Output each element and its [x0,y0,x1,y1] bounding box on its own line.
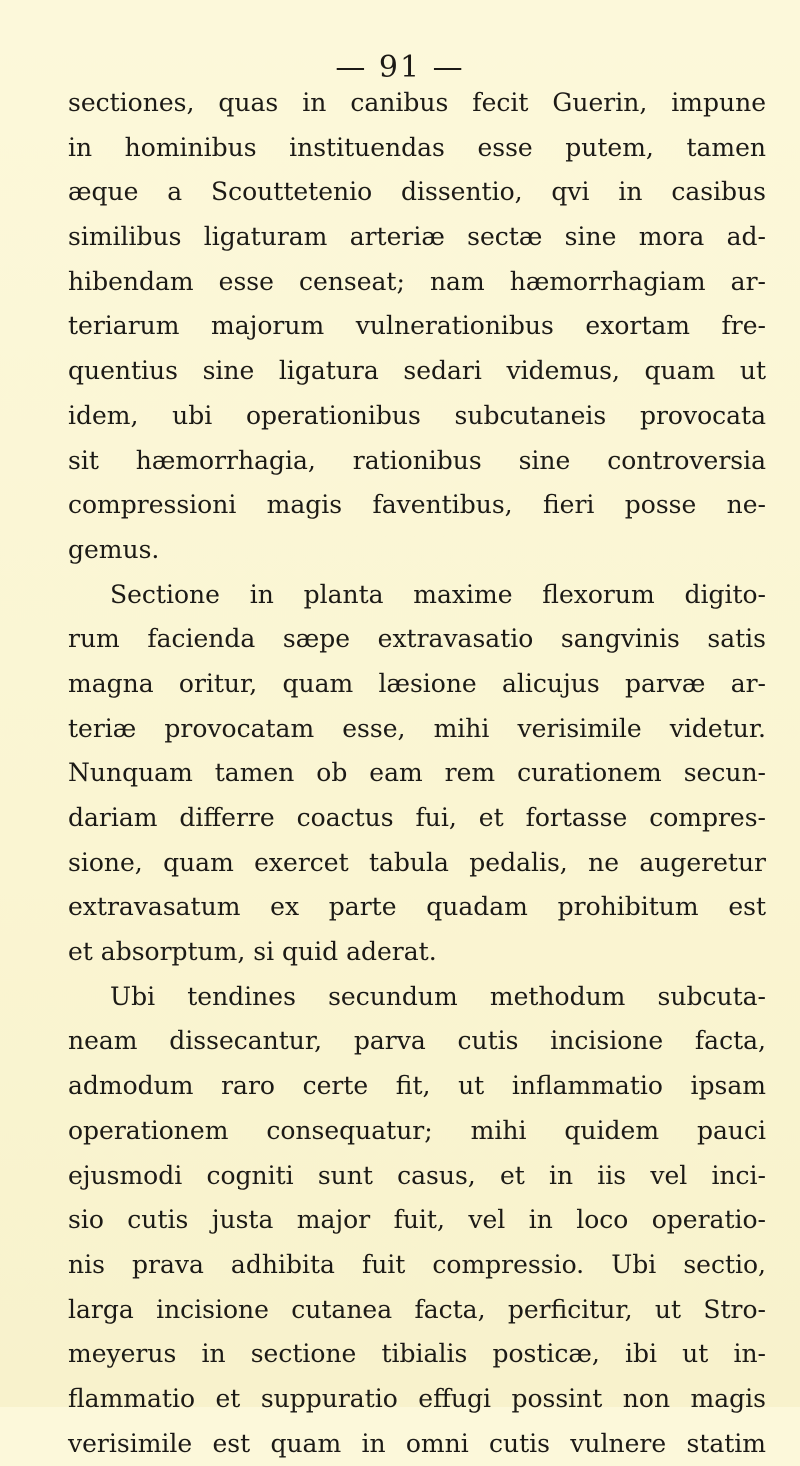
text-line: et absorptum, si quid aderat. [68,937,437,967]
text-line: quentius sine ligatura sedari videmus, quam ut [68,356,766,386]
text-line: magna oritur, quam læsione alicujus parvæ ar- [68,668,766,698]
text-line: idem, ubi operationibus subcutaneis provocata [68,400,766,430]
text-line: meyerus in sectione tibialis posticæ, ibi ut in- [68,1339,766,1369]
text-line: hibendam esse censeat; nam hæmorrhagiam ar- [68,266,766,296]
paragraph-start-line: Sectione in planta maxime flexorum digito- [110,579,766,609]
text-line: sit hæmorrhagia, rationibus sine controversia [68,445,766,475]
text-line: sectiones, quas in canibus fecit Guerin, impune [68,88,766,117]
text-line: flammatio et suppuratio effugi possint non magis [68,1383,766,1413]
text-line: compressioni magis faventibus, fieri posse ne- [68,490,766,520]
text-line: Nunquam tamen ob eam rem curationem secun- [68,758,766,788]
text-line: rum facienda sæpe extravasatio sangvinis satis [68,624,766,654]
text-line: nis prava adhibita fuit compressio. Ubi sectio, [68,1249,766,1279]
text-line: extravasatum ex parte quadam prohibitum est [68,892,766,922]
paragraph-start-line: Ubi tendines secundum methodum subcuta- [110,981,766,1011]
text-line: verisimile est quam in omni cutis vulnere statim [68,1428,766,1458]
body-text [68,81,766,1466]
text-line: larga incisione cutanea facta, perficitur, ut Stro- [68,1294,766,1324]
text-line: similibus ligaturam arteriæ sectæ sine mora ad- [68,222,766,252]
text-line: sione, quam exercet tabula pedalis, ne augeretur [68,847,766,877]
text-line: teriæ provocatam esse, mihi verisimile videtur. [68,713,766,743]
text-line: teriarum majorum vulnerationibus exortam fre- [68,311,766,341]
text-line: sio cutis justa major fuit, vel in loco operatio- [68,1205,766,1235]
text-line: gemus. [68,534,160,564]
text-line: dariam differre coactus fui, et fortasse compres- [68,803,766,832]
text-line: neam dissecantur, parva cutis incisione facta, [68,1026,766,1056]
text-line: ejusmodi cogniti sunt casus, et in iis vel inci- [68,1160,766,1190]
text-line: in hominibus instituendas esse putem, tamen [68,132,766,162]
text-line: operationem consequatur; mihi quidem pauci [68,1115,766,1145]
page-number: — 91 — [335,50,465,85]
text-line: admodum raro certe fit, ut inflammatio ipsam [68,1071,766,1101]
text-line: æque a Scouttetenio dissentio, qvi in casibus [68,177,766,207]
